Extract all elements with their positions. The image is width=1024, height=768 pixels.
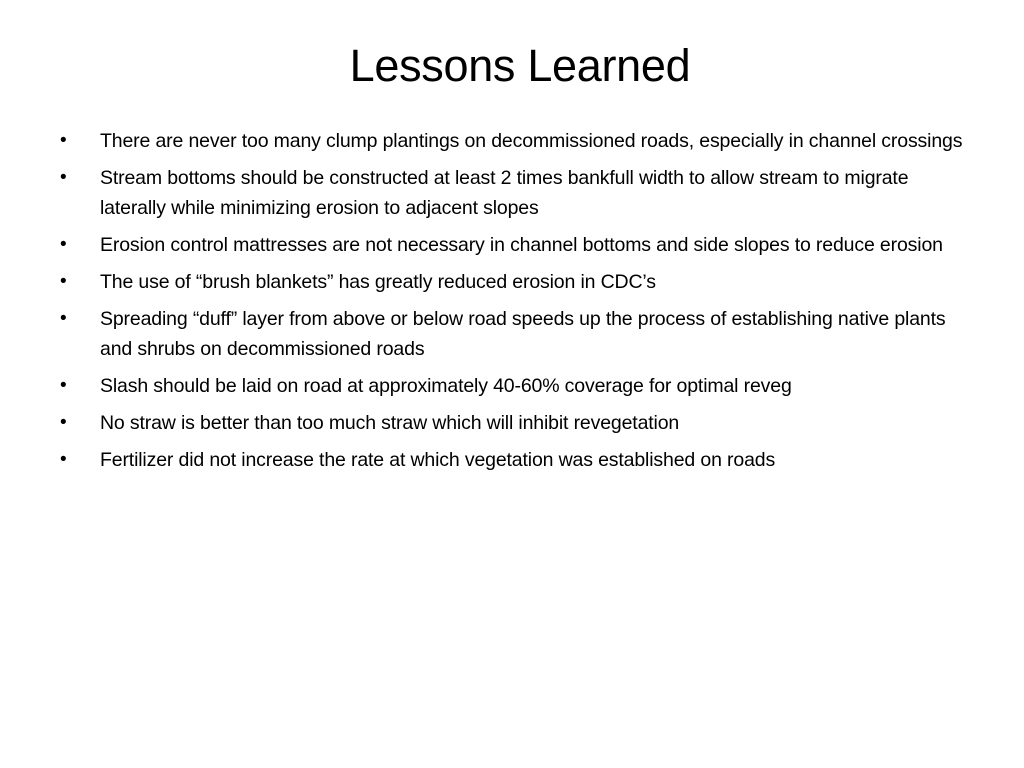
bullet-text: Stream bottoms should be constructed at least 2 times bankfull width to allow stream to migrate laterally while minimizing erosion to adjacent slopes <box>100 167 909 219</box>
bullet-marker: • <box>60 375 67 396</box>
bullet-text: The use of “brush blankets” has greatly reduced erosion in CDC’s <box>100 271 656 293</box>
bullet-item <box>60 126 970 156</box>
bullet-text: Spreading “duff” layer from above or below road speeds up the process of establishing native plants and shrubs on decommissioned roads <box>100 308 946 360</box>
slide-title: Lessons Learned <box>349 40 691 91</box>
bullet-marker: • <box>60 167 67 188</box>
bullet-marker: • <box>60 271 67 292</box>
bullet-text: Fertilizer did not increase the rate at which vegetation was established on roads <box>100 449 776 471</box>
bullet-item <box>60 267 970 297</box>
bullet-text: There are never too many clump plantings on decommissioned roads, especially in channel crossings <box>100 130 963 152</box>
bullet-marker: • <box>60 308 67 329</box>
bullet-text: Slash should be laid on road at approximately 40-60% coverage for optimal reveg <box>100 375 792 397</box>
bullet-item <box>60 163 970 223</box>
bullet-item <box>60 304 970 364</box>
bullet-marker: • <box>60 130 67 151</box>
bullet-marker: • <box>60 412 67 433</box>
bullet-marker: • <box>60 234 67 255</box>
bullet-item <box>60 371 970 401</box>
bullet-list <box>60 126 970 482</box>
bullet-item <box>60 445 970 475</box>
bullet-item <box>60 230 970 260</box>
bullet-marker: • <box>60 449 67 470</box>
bullet-text: Erosion control mattresses are not necessary in channel bottoms and side slopes to reduce erosion <box>100 234 943 256</box>
bullet-item <box>60 408 970 438</box>
bullet-text: No straw is better than too much straw which will inhibit revegetation <box>100 412 680 434</box>
